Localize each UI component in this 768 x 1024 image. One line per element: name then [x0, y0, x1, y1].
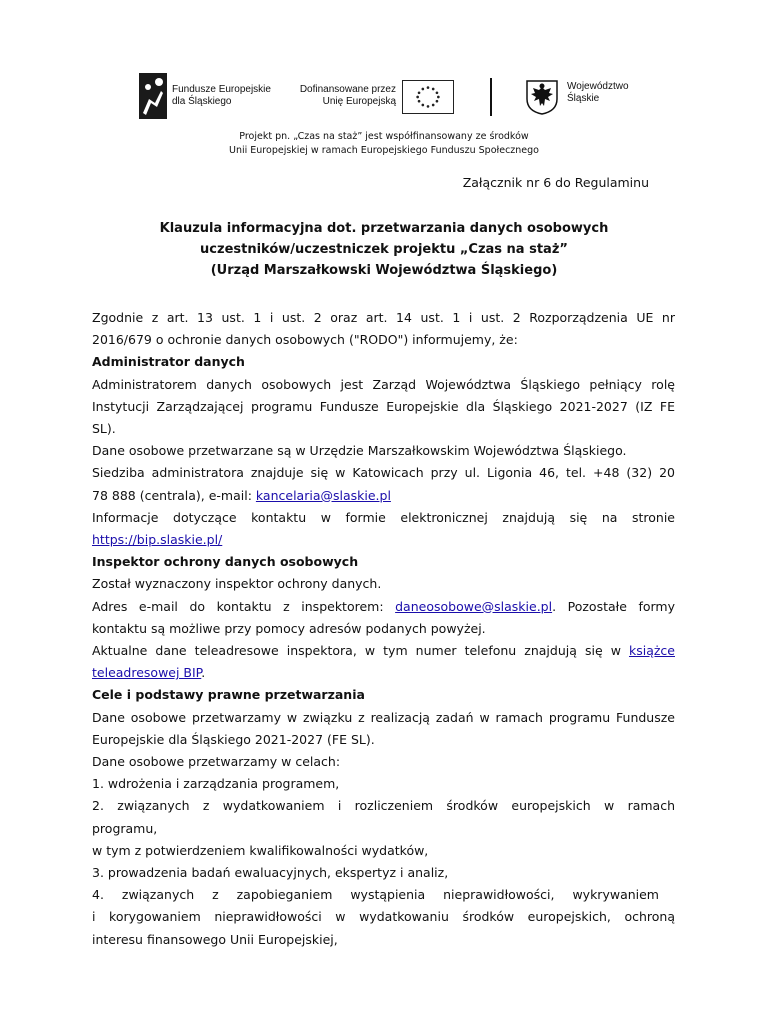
- cele-line1: Dane osobowe przetwarzamy w związku z realizacją zadań w ramach programu Fundusze: [92, 709, 675, 725]
- document-title: [0, 218, 768, 281]
- admin-line5: Siedziba administratora znajduje się w Katowicach przy ul. Ligonia 46, tel. +48 (32) 20: [92, 465, 675, 481]
- woj-line1: Województwo: [567, 81, 629, 92]
- eu-line2: Unię Europejską: [322, 96, 396, 107]
- admin-line3: SL).: [92, 421, 116, 437]
- iod-line5: [92, 662, 675, 684]
- admin-line4: Dane osobowe przetwarzane są w Urzędzie Marszałkowskim Województwa Śląskiego.: [92, 443, 627, 459]
- eu-flag-icon: [402, 80, 454, 114]
- fe-logo-line2: dla Śląskiego: [172, 96, 232, 107]
- heading-cele: Cele i podstawy prawne przetwarzania: [92, 687, 365, 703]
- fe-logo-text: [172, 84, 271, 108]
- intro-line2: 2016/679 o ochronie danych osobowych ("RODO") informujemy, że:: [92, 332, 518, 348]
- title-line3: (Urząd Marszałkowski Województwa Śląskiego): [210, 263, 558, 278]
- cele-line3: Dane osobowe przetwarzamy w celach:: [92, 754, 341, 770]
- title-line1: Klauzula informacyjna dot. przetwarzania danych osobowych: [159, 221, 609, 236]
- fe-logo-line1: Fundusze Europejskie: [172, 84, 271, 95]
- cele-line5: 2. związanych z wydatkowaniem i rozliczeniem środków europejskich w ramach: [92, 798, 675, 814]
- kancelaria-email-link[interactable]: kancelaria@slaskie.pl: [255, 487, 391, 503]
- ksiazka-teleadresowa-link-part1[interactable]: książce: [628, 643, 675, 659]
- project-line2: Unii Europejskiej w ramach Europejskiego Funduszu Społecznego: [229, 145, 539, 156]
- heading-iod: Inspektor ochrony danych osobowych: [92, 554, 359, 570]
- document-body: [92, 307, 675, 951]
- iod-line5-tail: .: [201, 665, 206, 681]
- intro-line1: Zgodnie z art. 13 ust. 1 i ust. 2 oraz art. 14 ust. 1 i ust. 2 Rozporządzenia UE nr: [92, 310, 675, 325]
- annex-label: Załącznik nr 6 do Regulaminu: [462, 175, 649, 190]
- iod-line2-text: Adres e-mail do kontaktu z inspektorem:: [92, 598, 396, 614]
- cele-line11: interesu finansowego Unii Europejskiej,: [92, 931, 338, 947]
- title-line2: uczestników/uczestniczek projektu „Czas na staż”: [200, 242, 568, 257]
- cele-line9: 4. związanych z zapobieganiem wystąpienia nieprawidłowości, wykrywaniem: [92, 887, 659, 903]
- logo-separator: [490, 78, 492, 116]
- iod-line2: [92, 596, 675, 618]
- silesia-eagle-coat-of-arms-icon: [525, 79, 559, 115]
- cele-line4: 1. wdrożenia i zarządzania programem,: [92, 776, 340, 792]
- iod-line3: kontaktu są możliwe przy pomocy adresów podanych powyżej.: [92, 620, 486, 636]
- iod-line1: Został wyznaczony inspektor ochrony danych.: [92, 576, 382, 592]
- wojewodztwo-text: [567, 81, 629, 105]
- iod-line4-text: Aktualne dane teleadresowe inspektora, w tym numer telefonu znajdują się w: [92, 643, 629, 659]
- logo-bar: [0, 72, 768, 122]
- cele-line7: w tym z potwierdzeniem kwalifikowalności wydatków,: [92, 842, 429, 858]
- woj-line2: Śląskie: [567, 93, 600, 104]
- admin-line2: Instytucji Zarządzającej programu Fundusze Europejskie dla Śląskiego 2021-2027 (IZ FE: [92, 398, 675, 414]
- cele-line8: 3. prowadzenia badań ewaluacyjnych, ekspertyz i analiz,: [92, 865, 449, 881]
- heading-administrator: Administrator danych: [92, 354, 245, 370]
- project-line1: Projekt pn. „Czas na staż” jest współfinansowany ze środków: [239, 131, 529, 142]
- ksiazka-teleadresowa-link-part2[interactable]: teleadresowej BIP: [92, 665, 202, 681]
- eu-line1: Dofinansowane przez: [299, 84, 396, 95]
- iod-line2-tail: . Pozostałe formy: [552, 598, 675, 614]
- admin-line8: [92, 529, 675, 551]
- cele-line10: i korygowaniem nieprawidłowości w wydatkowaniu środków europejskich, ochroną: [92, 909, 675, 925]
- admin-line7: Informacje dotyczące kontaktu w formie elektronicznej znajdują się na stronie: [92, 509, 675, 525]
- bip-website-link[interactable]: https://bip.slaskie.pl/: [92, 532, 223, 548]
- cele-line6: programu,: [92, 820, 158, 836]
- project-info: [0, 130, 768, 158]
- iod-line4: [92, 640, 675, 662]
- admin-line6-text: 78 888 (centrala), e-mail:: [92, 487, 256, 503]
- admin-line6: [92, 485, 675, 507]
- cele-line2: Europejskie dla Śląskiego 2021-2027 (FE SL).: [92, 731, 375, 747]
- fundusze-europejskie-logo-icon: [139, 73, 167, 119]
- eu-funding-text: [270, 84, 396, 108]
- admin-line1: Administratorem danych osobowych jest Zarząd Województwa Śląskiego pełniący rolę: [92, 376, 675, 392]
- daneosobowe-email-link[interactable]: daneosobowe@slaskie.pl: [395, 598, 553, 614]
